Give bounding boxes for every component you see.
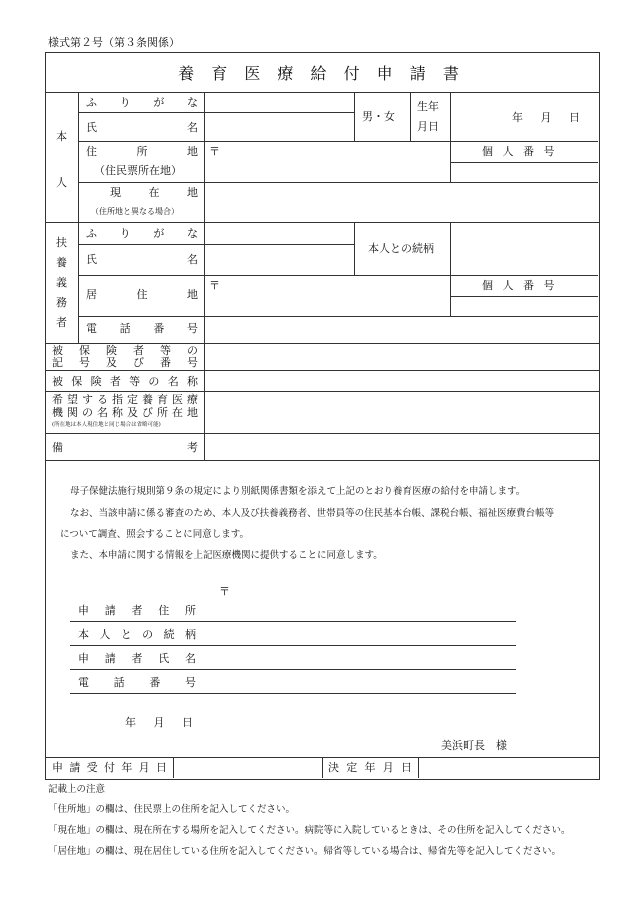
received-date-label: 申 請 受 付 年 月 日 xyxy=(52,761,167,774)
statement-paragraph-2b: について調査、照会することに同意します。 xyxy=(60,529,250,540)
insurance-code-label-2: 記 号 及 び 番 号 xyxy=(52,356,198,369)
form-title: 養 育 医 療 給 付 申 請 書 xyxy=(178,64,465,83)
statement-paragraph-2a: なお、当該申請に係る審査のため、本人及び扶養義務者、世帯員等の住民基本台帳、課税台帳、福祉医療費台帳等 xyxy=(70,508,555,519)
statement-paragraph-1: 母子保健法施行規則第９条の規定により別紙関係書類を添えて上記のとおり養育医療の給付を申請します。 xyxy=(70,486,526,497)
signature-date: 年 月 日 xyxy=(125,716,193,729)
guardian-name-label: 氏 名 xyxy=(86,253,198,266)
guardian-section-label: 扶 養 義 務 者 xyxy=(56,236,67,329)
insurer-name-label: 被 保 険 者 等 の 名 称 xyxy=(52,375,198,388)
guardian-residence-label: 居 住 地 xyxy=(86,288,198,301)
birth-label-1: 生年 xyxy=(417,100,439,113)
gender-select[interactable]: 男・女 xyxy=(362,110,395,123)
relation-label: 本人との続柄 xyxy=(368,242,434,255)
applicant-postal-mark-2: 〒 xyxy=(219,585,230,598)
applicant-address-label: 住 所 地 xyxy=(86,145,198,158)
hospital-label-1: 希 望 す る 指 定 養 育 医 療 xyxy=(52,393,198,406)
hospital-note: (所在地は本人現住地と同じ場合は省略可能) xyxy=(52,422,161,428)
current-address-label: 現 在 地 xyxy=(110,186,198,199)
applicant-section-label: 本 人 xyxy=(56,130,67,189)
guardian-postal-mark: 〒 xyxy=(209,279,220,292)
guardian-id-number-label: 個 人 番 号 xyxy=(482,279,558,292)
notes-heading: 記載上の注意 xyxy=(48,784,106,795)
statement-paragraph-3: また、本申請に関する情報を上記医療機関に提供することに同意します。 xyxy=(70,550,383,561)
applicant-furigana-label: ふ り が な xyxy=(86,96,198,109)
decision-date-label: 決 定 年 月 日 xyxy=(328,761,412,774)
current-address-note: （住所地と異なる場合） xyxy=(91,207,179,216)
phone-field-label: 電 話 番 号 xyxy=(78,676,196,689)
applicant-id-number-label: 個 人 番 号 xyxy=(482,145,558,158)
note-2: 「現在地」の欄は、現在所在する場所を記入してください。病院等に入院しているときは、その住所を記入してください。 xyxy=(48,825,571,836)
hospital-label-2: 機 関 の 名 称 及 び 所 在 地 xyxy=(52,406,198,419)
note-3: 「居住地」の欄は、現在居住している住所を記入してください。帰省等している場合は、帰省先等を記入してください。 xyxy=(48,846,562,857)
applicant-address-note: （住民票所在地） xyxy=(94,164,182,177)
insurance-code-label-1: 被 保 険 者 等 の xyxy=(52,344,198,357)
form-number: 様式第２号（第３条関係） xyxy=(48,36,180,49)
applicant-address-field-label: 申 請 者 住 所 xyxy=(78,604,196,617)
remarks-label: 備 考 xyxy=(52,441,198,454)
birth-date-field[interactable]: 年 月 日 xyxy=(512,111,580,124)
guardian-furigana-label: ふ り が な xyxy=(86,227,198,240)
birth-label-2: 月日 xyxy=(417,120,439,133)
relation-field-label: 本 人 と の 続 柄 xyxy=(78,628,196,641)
applicant-name-field-label: 申 請 者 氏 名 xyxy=(78,652,196,665)
applicant-name-label: 氏 名 xyxy=(86,121,198,134)
recipient: 美浜町長 様 xyxy=(441,739,507,752)
applicant-postal-mark: 〒 xyxy=(209,145,220,158)
guardian-phone-label: 電 話 番 号 xyxy=(86,322,198,335)
note-1: 「住所地」の欄は、住民票上の住所を記入してください。 xyxy=(48,804,296,815)
